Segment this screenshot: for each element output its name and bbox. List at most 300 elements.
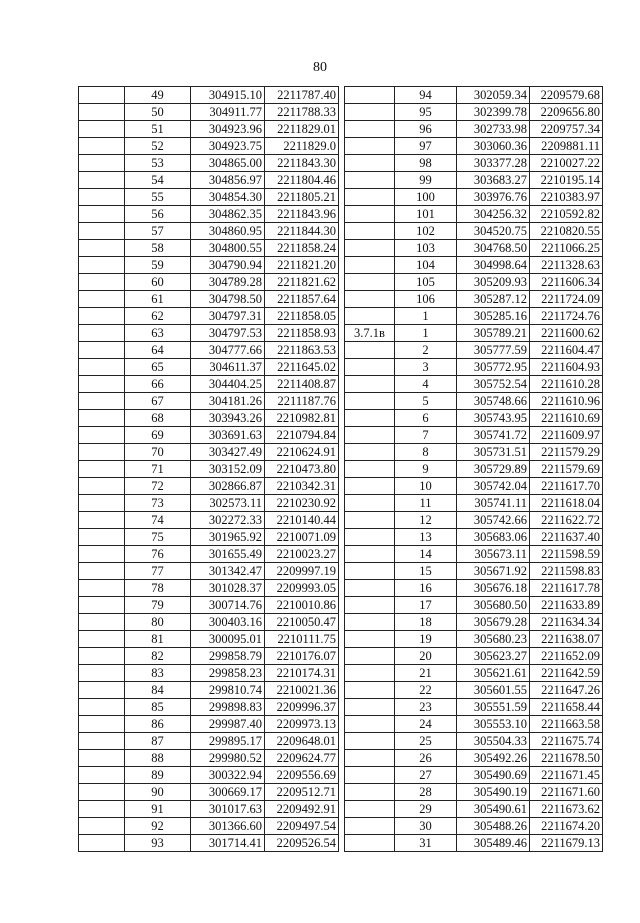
table-row (345, 682, 603, 699)
section-cell (345, 529, 395, 546)
section-cell (345, 580, 395, 597)
table-row (79, 495, 339, 512)
y-coordinate-cell: 2211638.07 (530, 631, 603, 648)
table-row (345, 342, 603, 359)
page-number: 80 (313, 60, 327, 75)
y-coordinate-cell: 2210473.80 (265, 461, 339, 478)
point-number-cell: 22 (395, 682, 457, 699)
point-number-cell: 83 (125, 665, 191, 682)
y-coordinate-cell: 2211606.34 (530, 274, 603, 291)
table-row (79, 461, 339, 478)
table-row (79, 325, 339, 342)
y-coordinate-cell: 2209757.34 (530, 121, 603, 138)
x-coordinate-cell: 303377.28 (457, 155, 530, 172)
point-number-cell: 105 (395, 274, 457, 291)
y-coordinate-cell: 2211647.26 (530, 682, 603, 699)
table-row (345, 240, 603, 257)
table-row (345, 665, 603, 682)
x-coordinate-cell: 305673.11 (457, 546, 530, 563)
y-coordinate-cell: 2210111.75 (265, 631, 339, 648)
x-coordinate-cell: 305777.59 (457, 342, 530, 359)
table-row (345, 325, 603, 342)
y-coordinate-cell: 2211617.70 (530, 478, 603, 495)
y-coordinate-cell: 2209492.91 (265, 801, 339, 818)
x-coordinate-cell: 302059.34 (457, 87, 530, 104)
x-coordinate-cell: 301366.60 (191, 818, 265, 835)
point-number-cell: 59 (125, 257, 191, 274)
coordinates-table-left-body (79, 87, 339, 852)
table-row (345, 478, 603, 495)
x-coordinate-cell: 300714.76 (191, 597, 265, 614)
y-coordinate-cell: 2210027.22 (530, 155, 603, 172)
table-row (79, 478, 339, 495)
y-coordinate-cell: 2210592.82 (530, 206, 603, 223)
section-cell (79, 801, 125, 818)
section-cell (79, 835, 125, 852)
table-row (345, 631, 603, 648)
x-coordinate-cell: 305683.06 (457, 529, 530, 546)
y-coordinate-cell: 2211579.29 (530, 444, 603, 461)
y-coordinate-cell: 2211829.01 (265, 121, 339, 138)
x-coordinate-cell: 304856.97 (191, 172, 265, 189)
y-coordinate-cell: 2211634.34 (530, 614, 603, 631)
point-number-cell: 23 (395, 699, 457, 716)
section-cell (345, 563, 395, 580)
y-coordinate-cell: 2210342.31 (265, 478, 339, 495)
y-coordinate-cell: 2211674.20 (530, 818, 603, 835)
y-coordinate-cell: 2211675.74 (530, 733, 603, 750)
x-coordinate-cell: 305742.66 (457, 512, 530, 529)
x-coordinate-cell: 305772.95 (457, 359, 530, 376)
point-number-cell: 53 (125, 155, 191, 172)
table-row (345, 835, 603, 852)
point-number-cell: 78 (125, 580, 191, 597)
y-coordinate-cell: 2211843.96 (265, 206, 339, 223)
x-coordinate-cell: 304865.00 (191, 155, 265, 172)
point-number-cell: 52 (125, 138, 191, 155)
table-row (345, 546, 603, 563)
point-number-cell: 18 (395, 614, 457, 631)
section-cell (79, 206, 125, 223)
x-coordinate-cell: 302573.11 (191, 495, 265, 512)
x-coordinate-cell: 303691.63 (191, 427, 265, 444)
section-cell (79, 427, 125, 444)
table-row (79, 189, 339, 206)
point-number-cell: 67 (125, 393, 191, 410)
x-coordinate-cell: 305621.61 (457, 665, 530, 682)
y-coordinate-cell: 2210174.31 (265, 665, 339, 682)
table-row (79, 427, 339, 444)
point-number-cell: 50 (125, 104, 191, 121)
x-coordinate-cell: 305209.93 (457, 274, 530, 291)
section-cell (79, 733, 125, 750)
table-row (345, 495, 603, 512)
table-row (345, 563, 603, 580)
table-row (79, 444, 339, 461)
table-row (345, 699, 603, 716)
point-number-cell: 9 (395, 461, 457, 478)
point-number-cell: 80 (125, 614, 191, 631)
point-number-cell: 89 (125, 767, 191, 784)
y-coordinate-cell: 2210176.07 (265, 648, 339, 665)
point-number-cell: 85 (125, 699, 191, 716)
y-coordinate-cell: 2211671.60 (530, 784, 603, 801)
y-coordinate-cell: 2211821.20 (265, 257, 339, 274)
point-number-cell: 57 (125, 223, 191, 240)
x-coordinate-cell: 305731.51 (457, 444, 530, 461)
point-number-cell: 27 (395, 767, 457, 784)
x-coordinate-cell: 301342.47 (191, 563, 265, 580)
point-number-cell: 17 (395, 597, 457, 614)
x-coordinate-cell: 301028.37 (191, 580, 265, 597)
x-coordinate-cell: 301965.92 (191, 529, 265, 546)
x-coordinate-cell: 300322.94 (191, 767, 265, 784)
point-number-cell: 29 (395, 801, 457, 818)
table-row (79, 750, 339, 767)
table-row (345, 172, 603, 189)
table-row (79, 631, 339, 648)
point-number-cell: 69 (125, 427, 191, 444)
y-coordinate-cell: 2211804.46 (265, 172, 339, 189)
section-cell (79, 631, 125, 648)
table-row (345, 257, 603, 274)
section-cell (345, 495, 395, 512)
y-coordinate-cell: 2209996.37 (265, 699, 339, 716)
table-row (79, 733, 339, 750)
section-cell (345, 631, 395, 648)
table-row (345, 121, 603, 138)
x-coordinate-cell: 304790.94 (191, 257, 265, 274)
section-cell (79, 104, 125, 121)
y-coordinate-cell: 2211671.45 (530, 767, 603, 784)
section-cell (79, 410, 125, 427)
x-coordinate-cell: 305504.33 (457, 733, 530, 750)
point-number-cell: 60 (125, 274, 191, 291)
point-number-cell: 14 (395, 546, 457, 563)
point-number-cell: 19 (395, 631, 457, 648)
point-number-cell: 31 (395, 835, 457, 852)
section-cell (345, 240, 395, 257)
y-coordinate-cell: 2211821.62 (265, 274, 339, 291)
table-row (345, 801, 603, 818)
x-coordinate-cell: 299858.23 (191, 665, 265, 682)
x-coordinate-cell: 305489.46 (457, 835, 530, 852)
section-cell (345, 733, 395, 750)
x-coordinate-cell: 304611.37 (191, 359, 265, 376)
y-coordinate-cell: 2210050.47 (265, 614, 339, 631)
x-coordinate-cell: 304854.30 (191, 189, 265, 206)
table-row (345, 308, 603, 325)
point-number-cell: 95 (395, 104, 457, 121)
point-number-cell: 3 (395, 359, 457, 376)
point-number-cell: 90 (125, 784, 191, 801)
section-cell (345, 172, 395, 189)
x-coordinate-cell: 305748.66 (457, 393, 530, 410)
section-cell (345, 716, 395, 733)
table-row (345, 359, 603, 376)
point-number-cell: 99 (395, 172, 457, 189)
table-row (345, 444, 603, 461)
x-coordinate-cell: 304181.26 (191, 393, 265, 410)
x-coordinate-cell: 305680.23 (457, 631, 530, 648)
table-row (345, 138, 603, 155)
table-row (79, 665, 339, 682)
x-coordinate-cell: 305741.72 (457, 427, 530, 444)
table-row (345, 716, 603, 733)
point-number-cell: 58 (125, 240, 191, 257)
point-number-cell: 12 (395, 512, 457, 529)
table-row (345, 393, 603, 410)
table-row (79, 563, 339, 580)
point-number-cell: 49 (125, 87, 191, 104)
table-row (345, 291, 603, 308)
x-coordinate-cell: 305287.12 (457, 291, 530, 308)
y-coordinate-cell: 2211622.72 (530, 512, 603, 529)
table-row (79, 801, 339, 818)
section-cell (79, 597, 125, 614)
table-row (79, 682, 339, 699)
y-coordinate-cell: 2210071.09 (265, 529, 339, 546)
x-coordinate-cell: 304862.35 (191, 206, 265, 223)
table-row (79, 376, 339, 393)
point-number-cell: 68 (125, 410, 191, 427)
y-coordinate-cell: 2211843.30 (265, 155, 339, 172)
x-coordinate-cell: 303152.09 (191, 461, 265, 478)
y-coordinate-cell: 2209656.80 (530, 104, 603, 121)
table-row (79, 580, 339, 597)
y-coordinate-cell: 2211844.30 (265, 223, 339, 240)
x-coordinate-cell: 299987.40 (191, 716, 265, 733)
section-cell (79, 478, 125, 495)
y-coordinate-cell: 2209993.05 (265, 580, 339, 597)
section-cell (345, 427, 395, 444)
section-cell (345, 801, 395, 818)
x-coordinate-cell: 304860.95 (191, 223, 265, 240)
section-cell (79, 240, 125, 257)
y-coordinate-cell: 2210010.86 (265, 597, 339, 614)
y-coordinate-cell: 2210624.91 (265, 444, 339, 461)
table-row (79, 835, 339, 852)
table-row (79, 597, 339, 614)
point-number-cell: 54 (125, 172, 191, 189)
y-coordinate-cell: 2210230.92 (265, 495, 339, 512)
section-cell (79, 682, 125, 699)
section-cell (345, 393, 395, 410)
point-number-cell: 64 (125, 342, 191, 359)
y-coordinate-cell: 2211598.59 (530, 546, 603, 563)
section-cell (345, 138, 395, 155)
section-cell (345, 257, 395, 274)
section-cell (345, 376, 395, 393)
table-row (79, 87, 339, 104)
section-cell (345, 512, 395, 529)
point-number-cell: 88 (125, 750, 191, 767)
x-coordinate-cell: 304911.77 (191, 104, 265, 121)
section-cell (79, 495, 125, 512)
table-row (79, 767, 339, 784)
x-coordinate-cell: 304777.66 (191, 342, 265, 359)
section-cell (79, 172, 125, 189)
y-coordinate-cell: 2211618.04 (530, 495, 603, 512)
x-coordinate-cell: 303060.36 (457, 138, 530, 155)
y-coordinate-cell: 2211663.58 (530, 716, 603, 733)
section-cell: 3.7.1в (345, 325, 395, 342)
table-row (79, 308, 339, 325)
point-number-cell: 91 (125, 801, 191, 818)
x-coordinate-cell: 304797.31 (191, 308, 265, 325)
section-cell (79, 189, 125, 206)
section-cell (79, 665, 125, 682)
y-coordinate-cell: 2211604.47 (530, 342, 603, 359)
x-coordinate-cell: 304768.50 (457, 240, 530, 257)
section-cell (79, 444, 125, 461)
table-row (345, 648, 603, 665)
table-row (79, 274, 339, 291)
x-coordinate-cell: 299980.52 (191, 750, 265, 767)
x-coordinate-cell: 305680.50 (457, 597, 530, 614)
section-cell (79, 121, 125, 138)
y-coordinate-cell: 2211658.44 (530, 699, 603, 716)
table-row (79, 784, 339, 801)
x-coordinate-cell: 304915.10 (191, 87, 265, 104)
section-cell (79, 342, 125, 359)
section-cell (345, 87, 395, 104)
x-coordinate-cell: 301655.49 (191, 546, 265, 563)
table-row (79, 240, 339, 257)
x-coordinate-cell: 305492.26 (457, 750, 530, 767)
section-cell (79, 155, 125, 172)
point-number-cell: 6 (395, 410, 457, 427)
section-cell (345, 614, 395, 631)
point-number-cell: 30 (395, 818, 457, 835)
x-coordinate-cell: 303943.26 (191, 410, 265, 427)
table-row (345, 767, 603, 784)
x-coordinate-cell: 305553.10 (457, 716, 530, 733)
table-row (79, 121, 339, 138)
point-number-cell: 7 (395, 427, 457, 444)
x-coordinate-cell: 302272.33 (191, 512, 265, 529)
section-cell (345, 818, 395, 835)
point-number-cell: 79 (125, 597, 191, 614)
x-coordinate-cell: 305623.27 (457, 648, 530, 665)
x-coordinate-cell: 305490.69 (457, 767, 530, 784)
y-coordinate-cell: 2211724.76 (530, 308, 603, 325)
point-number-cell: 16 (395, 580, 457, 597)
table-row (345, 461, 603, 478)
y-coordinate-cell: 2209997.19 (265, 563, 339, 580)
y-coordinate-cell: 2210140.44 (265, 512, 339, 529)
table-row (79, 138, 339, 155)
y-coordinate-cell: 2211408.87 (265, 376, 339, 393)
section-cell (345, 461, 395, 478)
table-row (345, 274, 603, 291)
section-cell (345, 699, 395, 716)
point-number-cell: 51 (125, 121, 191, 138)
x-coordinate-cell: 304998.64 (457, 257, 530, 274)
point-number-cell: 55 (125, 189, 191, 206)
section-cell (79, 325, 125, 342)
section-cell (345, 767, 395, 784)
section-cell (79, 767, 125, 784)
point-number-cell: 93 (125, 835, 191, 852)
y-coordinate-cell: 2209512.71 (265, 784, 339, 801)
section-cell (79, 393, 125, 410)
table-row (345, 427, 603, 444)
section-cell (345, 478, 395, 495)
y-coordinate-cell: 2211829.0 (265, 138, 339, 155)
table-row (79, 206, 339, 223)
section-cell (345, 410, 395, 427)
y-coordinate-cell: 2209973.13 (265, 716, 339, 733)
table-row (79, 342, 339, 359)
point-number-cell: 13 (395, 529, 457, 546)
point-number-cell: 102 (395, 223, 457, 240)
section-cell (79, 784, 125, 801)
section-cell (345, 682, 395, 699)
table-row (79, 529, 339, 546)
x-coordinate-cell: 305488.26 (457, 818, 530, 835)
section-cell (345, 189, 395, 206)
x-coordinate-cell: 304520.75 (457, 223, 530, 240)
point-number-cell: 65 (125, 359, 191, 376)
point-number-cell: 1 (395, 308, 457, 325)
table-row (79, 818, 339, 835)
y-coordinate-cell: 2210021.36 (265, 682, 339, 699)
section-cell (79, 818, 125, 835)
section-cell (345, 648, 395, 665)
section-cell (345, 206, 395, 223)
point-number-cell: 74 (125, 512, 191, 529)
point-number-cell: 98 (395, 155, 457, 172)
y-coordinate-cell: 2209579.68 (530, 87, 603, 104)
table-row (79, 291, 339, 308)
point-number-cell: 77 (125, 563, 191, 580)
point-number-cell: 25 (395, 733, 457, 750)
x-coordinate-cell: 304789.28 (191, 274, 265, 291)
point-number-cell: 2 (395, 342, 457, 359)
table-row (345, 784, 603, 801)
y-coordinate-cell: 2211187.76 (265, 393, 339, 410)
x-coordinate-cell: 305741.11 (457, 495, 530, 512)
y-coordinate-cell: 2210982.81 (265, 410, 339, 427)
table-row (345, 512, 603, 529)
point-number-cell: 94 (395, 87, 457, 104)
section-cell (79, 291, 125, 308)
table-row (79, 393, 339, 410)
section-cell (345, 104, 395, 121)
table-row (345, 410, 603, 427)
x-coordinate-cell: 305752.54 (457, 376, 530, 393)
coordinates-table-right-body (345, 87, 603, 852)
x-coordinate-cell: 305729.89 (457, 461, 530, 478)
x-coordinate-cell: 304404.25 (191, 376, 265, 393)
y-coordinate-cell: 2209648.01 (265, 733, 339, 750)
y-coordinate-cell: 2211610.96 (530, 393, 603, 410)
section-cell (79, 87, 125, 104)
section-cell (79, 308, 125, 325)
y-coordinate-cell: 2211645.02 (265, 359, 339, 376)
point-number-cell: 100 (395, 189, 457, 206)
y-coordinate-cell: 2211637.40 (530, 529, 603, 546)
y-coordinate-cell: 2211066.25 (530, 240, 603, 257)
x-coordinate-cell: 305742.04 (457, 478, 530, 495)
y-coordinate-cell: 2211610.28 (530, 376, 603, 393)
y-coordinate-cell: 2211617.78 (530, 580, 603, 597)
section-cell (79, 223, 125, 240)
section-cell (345, 750, 395, 767)
x-coordinate-cell: 301714.41 (191, 835, 265, 852)
x-coordinate-cell: 305789.21 (457, 325, 530, 342)
